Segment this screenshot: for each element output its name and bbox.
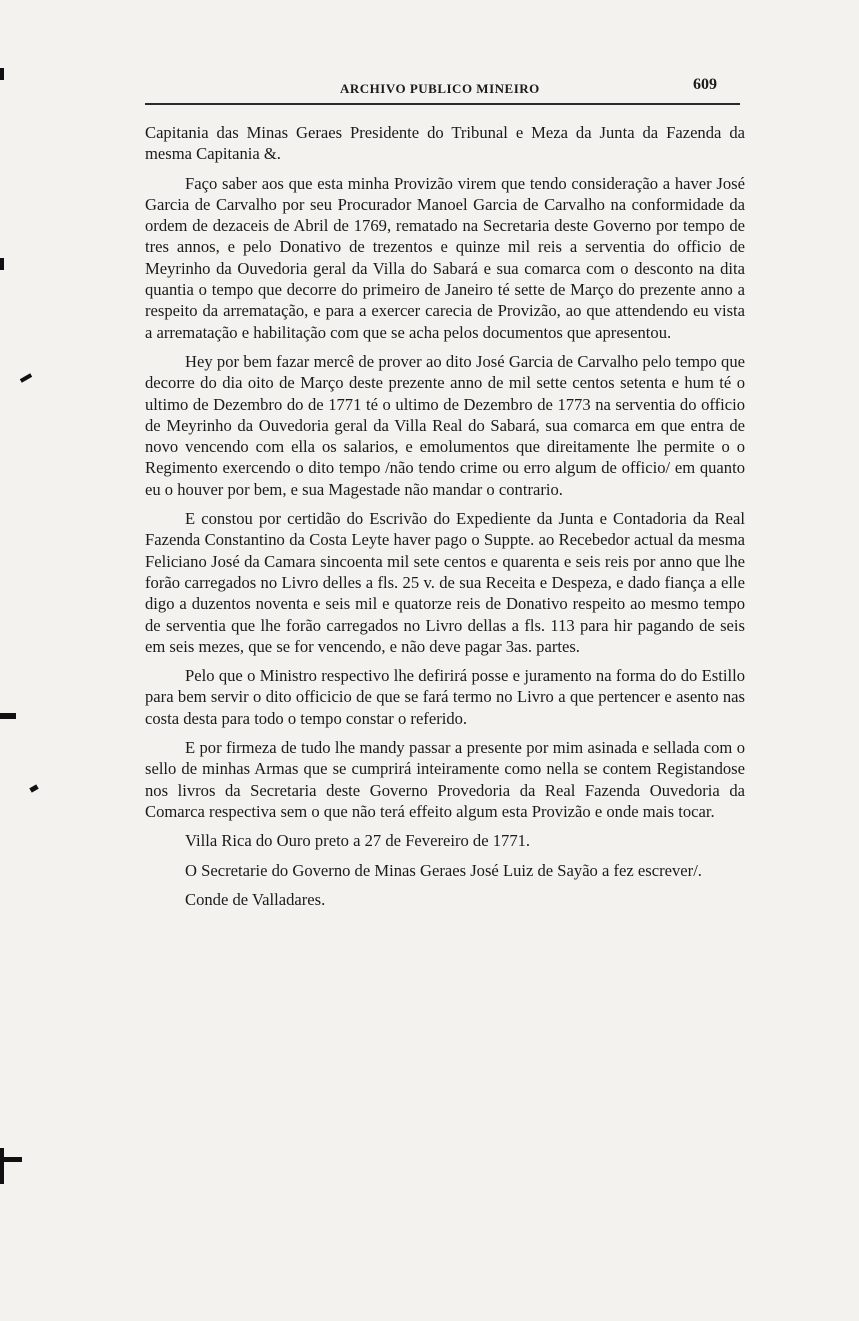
scan-mark xyxy=(20,373,32,382)
header-title: ARCHIVO PUBLICO MINEIRO xyxy=(340,81,540,96)
page-number: 609 xyxy=(693,76,717,93)
scan-mark xyxy=(29,784,38,792)
running-header xyxy=(145,76,740,104)
scan-mark xyxy=(0,1148,4,1184)
scan-mark xyxy=(0,68,4,80)
paragraph: Pelo que o Ministro respectivo lhe defirirá posse e juramento na forma do do Estillo para bem servir o dito officicio de que se fará termo no Livro a que pertencer e asento nas costa desta para todo o tempo constar o referido. xyxy=(145,666,745,728)
paragraph-title: Capitania das Minas Geraes Presidente do Tribunal e Meza da Junta da Fazenda da mesma Capitania &. xyxy=(145,123,745,164)
paragraph: Hey por bem fazar mercê de prover ao dito José Garcia de Carvalho pelo tempo que decorre do dia oito de Março deste prezente anno de mil sette centos setenta e hum té o ultimo de Dezembro do de 1771 té o ultimo de Dezembro de 1773 na serventia do officio de Meyrinho da Ouvedoria geral da Villa Real do Sabará, sua comarca em que entra de novo vencendo com ella os salarios, e emolumentos que direitamente lhe permite o o Regimento exercendo o dito tempo /não tendo crime ou erro algum de officio/ em quanto eu o houver por bem, e sua Magestade não mandar o contrario. xyxy=(145,351,745,499)
paragraph: E constou por certidão do Escrivão do Expediente da Junta e Contadoria da Real Fazenda Constantino da Costa Leyte haver pago o Suppte. ao Recebedor actual da mesma Feliciano José da Camara sincoenta mil sete centos e quarenta e seis reis por anno que lhe forão carregados no Livro delles a fls. 25 v. de sua Receita e Despeza, e dado fiança a elle digo a duzentos noventa e seis mil e quatorze reis de Donativo respeito ao mesmo tempo de serventia que lhe forão carregados no Livro dellas a fls. 113 para hir pagando de seis em seis mezes, que se for vencendo, e não deve pagar 3as. partes. xyxy=(145,509,745,656)
paragraph: Faço saber aos que esta minha Provizão virem que tendo consideração a haver José Garcia de Carvalho por seu Procurador Manoel Garcia de Carvalho na conformidade da ordem de dezaceis de Abril de 1769, rematado na Secretaria deste Governo por tempo de tres annos, e pelo Donativo de trezentos e quinze mil reis a serventia do officio de Meyrinho da Ouvedoria geral da Villa do Sabará e sua comarca com o desconto na dita quantia o tempo que decorre do primeiro de Janeiro té sette de Março do prezente anno a respeito da arrematação, e para a exercer carecia de Provizão, ao que attendendo eu vista a arrematação e habilitação com que se acha pelos documentos que apresentou. xyxy=(145,173,745,342)
paragraph-date: Villa Rica do Ouro preto a 27 de Fevereiro de 1771. xyxy=(185,831,531,851)
paragraph: E por firmeza de tudo lhe mandy passar a presente por mim asinada e sellada com o sello de minhas Armas que se cumprirá inteiramente como nella se contem Registandose nos livros da Secretaria deste Governo Provedoria da Real Fazenda Ouvedoria da Comarca respectiva sem o que não terá effeito algum esta Provizão e onde mais tocar. xyxy=(145,738,745,821)
paragraph-secretary: O Secretarie do Governo de Minas Geraes José Luiz de Sayão a fez escrever/. xyxy=(185,860,702,880)
scan-mark xyxy=(0,713,16,719)
document-body xyxy=(145,122,745,918)
scan-mark xyxy=(0,258,4,270)
signature-line: Conde de Valladares. xyxy=(185,889,326,909)
header-rule xyxy=(145,103,740,105)
